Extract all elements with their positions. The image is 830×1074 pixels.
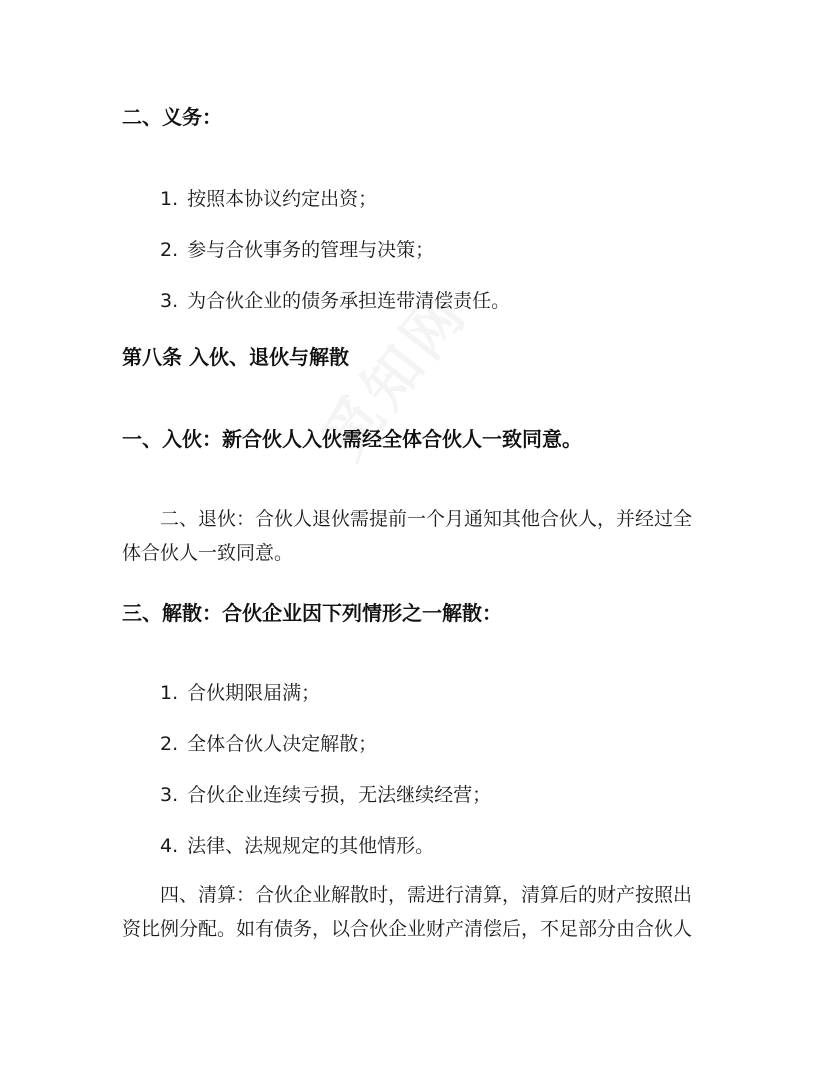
list-text: 法律、法规规定的其他情形。 [187, 835, 435, 857]
join-clause: 一、入伙：新合伙人入伙需经全体合伙人一致同意。 [122, 427, 582, 451]
liquidation-clause [122, 878, 712, 946]
dissolve-item-4 [160, 833, 434, 859]
duty-item-3 [160, 288, 510, 314]
dissolve-item-2 [160, 731, 377, 757]
list-text: 全体合伙人决定解散； [187, 733, 378, 755]
list-text: 合伙企业连续亏损，无法继续经营； [187, 784, 492, 806]
dissolve-item-1 [160, 680, 320, 706]
list-number: 3. [160, 290, 179, 312]
section-duty-heading: 二、义务： [122, 105, 222, 129]
duty-item-2 [160, 237, 434, 263]
liquidation-line-2: 资比例分配。如有债务，以合伙企业财产清偿后，不足部分由合伙人 [122, 918, 693, 940]
list-text: 合伙期限届满； [187, 682, 321, 704]
list-number: 2. [160, 733, 179, 755]
list-text: 参与合伙事务的管理与决策； [187, 239, 435, 261]
withdraw-line-1: 二、退伙：合伙人退伙需提前一个月通知其他合伙人，并经过全 [160, 508, 693, 530]
duty-item-1 [160, 186, 377, 212]
dissolve-heading: 三、解散：合伙企业因下列情形之一解散： [122, 601, 502, 625]
withdraw-clause [122, 502, 712, 570]
list-number: 4. [160, 835, 179, 857]
list-number: 1. [160, 682, 179, 704]
article-8-title: 第八条 入伙、退伙与解散 [122, 345, 349, 369]
list-number: 3. [160, 784, 179, 806]
withdraw-line-2: 体合伙人一致同意。 [122, 542, 294, 564]
list-number: 1. [160, 188, 179, 210]
list-text: 按照本协议约定出资； [187, 188, 378, 210]
liquidation-line-1: 四、清算：合伙企业解散时，需进行清算，清算后的财产按照出 [160, 884, 693, 906]
list-text: 为合伙企业的债务承担连带清偿责任。 [187, 290, 511, 312]
list-number: 2. [160, 239, 179, 261]
dissolve-item-3 [160, 782, 491, 808]
